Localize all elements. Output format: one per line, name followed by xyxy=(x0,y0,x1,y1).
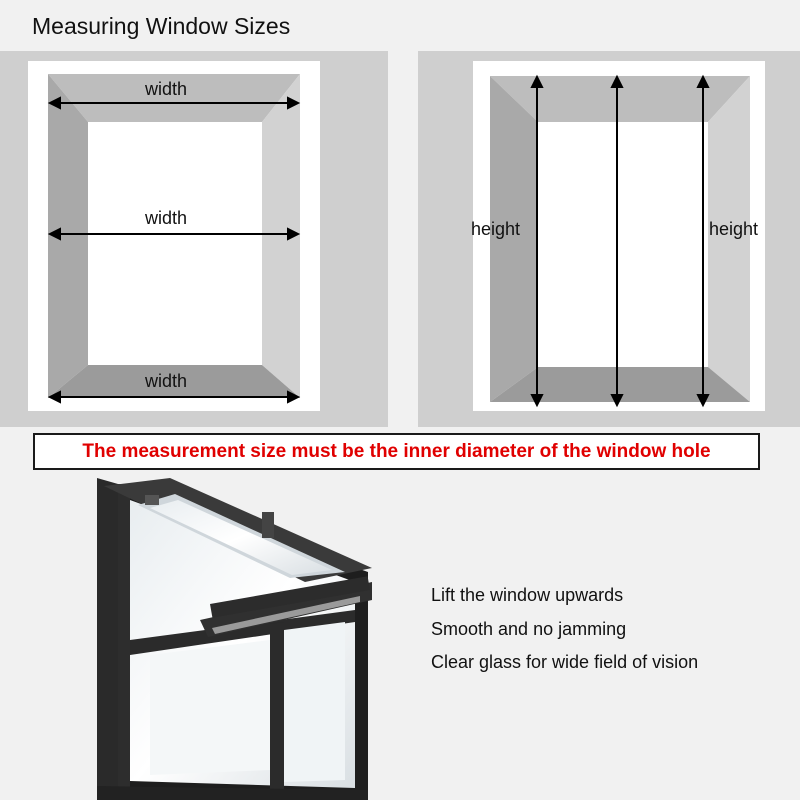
width-label-top: width xyxy=(145,79,188,99)
width-label-bottom: width xyxy=(145,371,188,391)
measurement-notice: The measurement size must be the inner diameter of the window hole xyxy=(33,433,760,470)
height-label-left: height xyxy=(471,219,521,239)
height-label-right: height xyxy=(709,219,759,239)
page-title: Measuring Window Sizes xyxy=(32,13,291,39)
width-label-middle: width xyxy=(145,208,188,228)
feature-item-clear-glass: Clear glass for wide field of vision xyxy=(431,652,699,672)
feature-item-lift: Lift the window upwards xyxy=(431,585,624,605)
feature-item-smooth: Smooth and no jamming xyxy=(431,619,627,639)
